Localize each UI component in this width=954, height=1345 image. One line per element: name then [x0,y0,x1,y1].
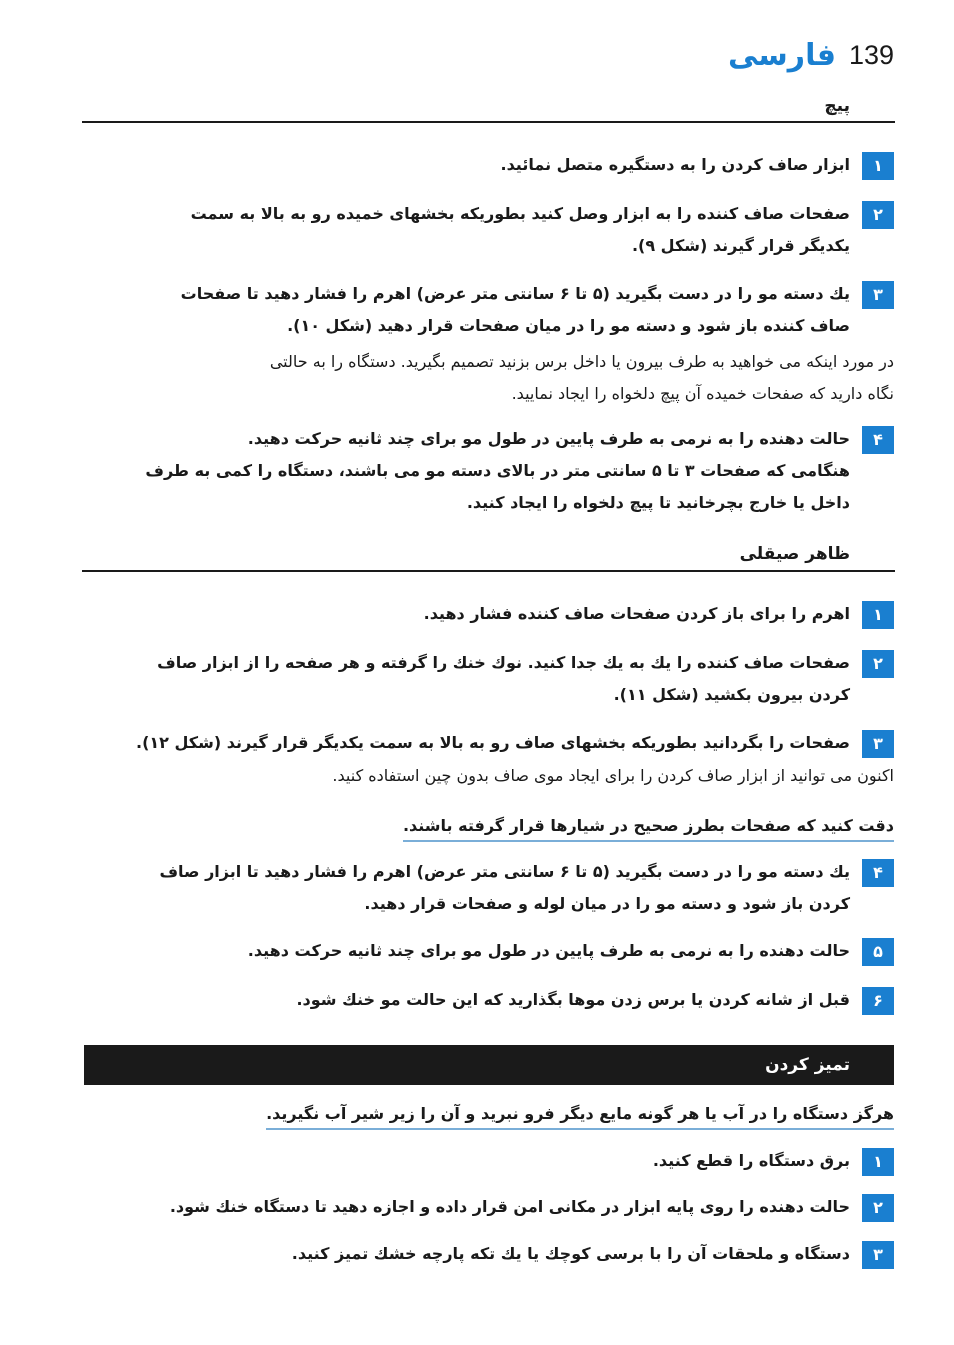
step-line: یکدیگر قرار گیرند (شکل ۹). [631,236,850,255]
glossy-note: اکنون می توانید از ابزار صاف کردن را برای ایجاد موی صاف بدون چین استفاده کنید. [332,766,894,785]
note-line: نگاه دارید که صفحات خمیده آن پیچ دلخواه را ایجاد نمایید. [511,384,894,403]
step-glossy-6 [84,987,894,1019]
step-line: حالت دهنده را به نرمی به طرف پایین در طول مو برای چند ثانیه حرکت دهید. [247,941,850,960]
step-line: هنگامی که صفحات ۳ تا ۵ سانتی متر در بالای دسته مو می باشند، دستگاه را کمی به طرف [145,461,850,480]
section-title-glossy: ظاهر صیقلی [739,544,850,564]
step-cleaning-1 [84,1148,894,1180]
step-text [54,727,850,759]
step-number: ۴ [858,859,894,887]
step-line: قبل از شانه کردن یا برس زدن موها بگذارید که این حالت مو خنك شود. [296,990,850,1009]
section-title-cleaning: تمیز کردن [765,1055,850,1075]
step-line: کردن بیرون بکشید (شکل ۱۱). [613,685,850,704]
section-rule [82,121,895,123]
step-number: ۵ [858,938,894,966]
step-glossy-1 [84,601,894,633]
step-number: ۲ [858,1194,894,1222]
step-number: ۴ [858,426,894,454]
step-line: ابزار صاف کردن را به دستگیره متصل نمائید. [500,155,850,174]
step-line: کردن باز شود و دسته مو را در میان لوله و صفحات قرار دهید. [364,894,850,913]
step-text [84,1238,850,1270]
step-number: ۳ [858,730,894,758]
step-number: ۲ [858,650,894,678]
step-text [84,149,850,181]
step-number: ۳ [858,1241,894,1269]
section-title-curl: پیچ [824,96,850,116]
step-line: اهرم را برای باز کردن صفحات صاف کننده فشار دهید. [423,604,850,623]
step-glossy-3 [84,730,894,762]
step-line: داخل یا خارج بچرخانید تا پیچ دلخواه را ایجاد کنید. [466,493,850,512]
step-line: صفحات صاف کننده را به ابزار وصل کنید بطوریکه بخشهای خمیده رو به بالا به سمت [190,204,850,223]
step-text [84,198,850,262]
step-text [84,278,850,342]
glossy-warning: دقت کنید که صفحات بطرز صحیح در شیارها قرار گرفته باشند. [403,814,894,842]
step-text [84,1191,850,1223]
step-line: صفحات را بگردانید بطوریکه بخشهای صاف رو به بالا به سمت یکدیگر قرار گیرند (شکل ۱۲). [136,733,850,752]
step-curl-1 [84,152,894,184]
step-number: ۲ [858,201,894,229]
step-curl-3 [84,281,894,345]
step-number: ۳ [858,281,894,309]
step-line: یك دسته مو را در دست بگیرید (۵ تا ۶ سانتی متر عرض) اهرم را فشار دهید تا صفحات [180,284,850,303]
step-glossy-5 [84,938,894,970]
step-line: حالت دهنده را روی پایه ابزار در مکانی امن قرار داده و اجازه دهید تا دستگاه خنك شود. [169,1197,850,1216]
step-curl-2 [84,201,894,265]
step-glossy-2 [84,650,894,714]
curl-note [84,346,894,410]
step-text [84,984,850,1016]
step-text [84,598,850,630]
step-text [84,423,850,519]
language-title: فارسی [727,38,836,73]
step-line: صفحات صاف کننده را یك به یك جدا کنید. نوك خنك را گرفته و هر صفحه را از ابزار صاف [157,653,850,672]
step-curl-4 [84,426,894,522]
step-number: ۱ [858,152,894,180]
step-text [84,1145,850,1177]
step-text [84,647,850,711]
step-line: یك دسته مو را در دست بگیرید (۵ تا ۶ سانتی متر عرض) اهرم را فشار دهید تا ابزار صاف [159,862,850,881]
cleaning-warning: هرگز دستگاه را در آب یا هر گونه مایع دیگر فرو نبرید و آن را زیر شیر آب نگیرید. [266,1102,894,1130]
step-line: برق دستگاه را قطع کنید. [652,1151,850,1170]
section-bar-cleaning [84,1045,894,1085]
step-number: ۱ [858,601,894,629]
section-rule [82,570,895,572]
step-line: حالت دهنده را به نرمی به طرف پایین در طول مو برای چند ثانیه حرکت دهید. [247,429,850,448]
step-glossy-4 [84,859,894,923]
step-number: ۶ [858,987,894,1015]
step-text [84,935,850,967]
step-cleaning-2 [84,1194,894,1226]
step-number: ۱ [858,1148,894,1176]
note-line: در مورد اینکه می خواهید به طرف بیرون یا داخل برس بزنید تصمیم بگیرید. دستگاه را به حالتی [269,352,894,371]
step-cleaning-3 [84,1241,894,1273]
step-line: دستگاه و ملحقات آن را با برسی کوچك یا یك تکه پارچه خشك تمیز کنید. [291,1244,850,1263]
step-line: صاف کننده باز شود و دسته مو را در میان صفحات قرار دهید (شکل ۱۰). [287,316,850,335]
step-text [84,856,850,920]
page-number: 139 [848,40,894,70]
